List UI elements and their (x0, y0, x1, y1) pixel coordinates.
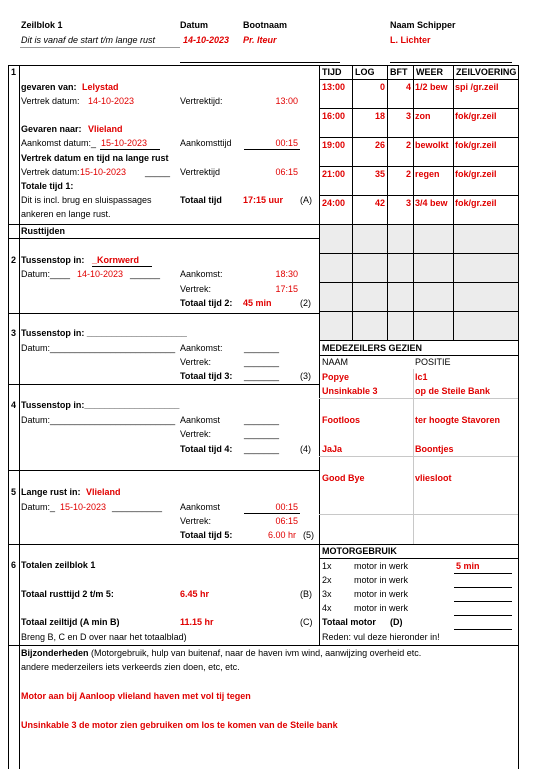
motor-row-1-count: 1x (322, 561, 332, 571)
section-number-5: 5 (11, 487, 17, 497)
stop3-arrival-value[interactable]: _______ (244, 343, 280, 353)
stop2-arrival-value[interactable]: 18:30 (275, 269, 298, 279)
crew-grid-line-3 (319, 514, 518, 515)
long-rest-date-suffix: _____ (145, 167, 171, 177)
crew-col-name: NAAM (322, 357, 349, 367)
crew-row-3-name[interactable]: Footloos (322, 415, 360, 425)
crew-row-4-name[interactable]: JaJa (322, 444, 343, 454)
departure-time-label: Vertrektijd: (180, 96, 223, 106)
motor-row-4-underline (454, 615, 512, 616)
motor-total-label: Totaal motor (322, 617, 376, 627)
arrival-time-label: Aankomsttijd (180, 138, 232, 148)
stop5-arrival-underline (244, 513, 300, 514)
log-col-divider-3 (413, 65, 414, 340)
header-underline-subtitle (20, 47, 180, 48)
remarks-line-1 (21, 648, 421, 659)
total-rest-marker: (B) (300, 589, 312, 599)
stop4-departure-label: Vertrek: (180, 429, 212, 439)
stop4-arrival-value[interactable]: _______ (244, 415, 280, 425)
crew-row-2-name[interactable]: Unsinkable 3 (322, 386, 378, 396)
section-number-6: 6 (11, 560, 17, 570)
stop5-total-value[interactable]: 6.00 hr (268, 530, 297, 540)
section6-note: Breng B, C en D over naar het totaalblad) (21, 632, 187, 642)
remarks-line-2: andere mederzeilers iets verkeerds zien doen, etc, etc. (21, 662, 240, 672)
log-col-divider-1 (352, 65, 353, 340)
skipper-value[interactable]: L. Lichter (390, 35, 431, 45)
frame-left (8, 65, 9, 769)
log-row-4-weer[interactable]: regen (415, 169, 440, 179)
motor-row-3-count: 3x (322, 589, 332, 599)
motor-row-2-label: motor in werk (354, 575, 409, 585)
stop4-total-label: Totaal tijd 4: (180, 444, 233, 454)
long-rest-heading: Vertrek datum en tijd na lange rust (21, 153, 169, 163)
log-row-1-weer[interactable]: 1/2 bew (415, 82, 448, 92)
motor-row-1-underline (454, 573, 512, 574)
stop5-date-value[interactable]: 15-10-2023 (60, 502, 107, 512)
section-number-3: 3 (11, 328, 17, 338)
stop2-location-underline (92, 266, 152, 267)
stop4-arrival-label: Aankomst (180, 415, 221, 425)
log-row-3-zeil[interactable]: fok/gr.zeil (455, 140, 497, 150)
log-row-5-tijd[interactable]: 24:00 (322, 198, 346, 208)
crew-row-5-name[interactable]: Good Bye (322, 473, 365, 483)
total-note-line2: ankeren en lange rust. (21, 209, 111, 219)
total-sail-value[interactable]: 11.15 hr (180, 617, 214, 627)
log-row-4-log[interactable]: 35 (374, 169, 385, 179)
stop3-total-label: Totaal tijd 3: (180, 371, 233, 381)
total-rest-label: Totaal rusttijd 2 t/m 5: (21, 589, 114, 599)
section-number-1: 1 (11, 67, 17, 77)
crew-row-1-name[interactable]: Popye (322, 372, 350, 382)
log-row-line-4 (319, 195, 518, 196)
log-row-1-zeil[interactable]: spi /gr.zeil (455, 82, 499, 92)
log-row-line-6 (319, 253, 518, 254)
to-value[interactable]: Vlieland (88, 124, 123, 134)
log-row-2-bft[interactable]: 3 (405, 111, 411, 121)
motor-heading: MOTORGEBRUIK (322, 546, 397, 556)
stop5-date-label: Datum:_ (21, 502, 56, 512)
crew-grid-line-1 (319, 398, 518, 399)
log-col-divider-2 (387, 65, 388, 340)
motor-total-marker: (D) (390, 617, 403, 627)
separator-s3 (8, 384, 319, 385)
log-row-4-zeil[interactable]: fok/gr.zeil (455, 169, 497, 179)
motor-row-4-count: 4x (322, 603, 332, 613)
crew-heading: MEDEZEILERS GEZIEN (322, 343, 423, 353)
arrival-date-underline (100, 149, 160, 150)
to-label: Gevaren naar: (21, 124, 82, 134)
log-row-5-bft[interactable]: 3 (405, 198, 411, 208)
stop2-arrival-label: Aankomst: (180, 269, 223, 279)
log-header-zeilvoering: ZEILVOERING (456, 67, 517, 77)
remarks-entry-1[interactable]: Motor aan bij Aanloop vlieland haven met vol tij tegen (21, 691, 251, 701)
boat-label: Bootnaam (243, 20, 288, 30)
separator-s4 (8, 470, 319, 471)
log-row-line-2 (319, 137, 518, 138)
total-sail-label: Totaal zeiltijd (A min B) (21, 617, 120, 627)
stop2-departure-label: Vertrek: (180, 284, 212, 294)
frame-top (8, 65, 518, 66)
number-column-divider (19, 65, 20, 769)
log-row-3-log[interactable]: 26 (374, 140, 385, 150)
remarks-label: Bijzonderheden (21, 648, 89, 658)
log-row-4-bft[interactable]: 2 (405, 169, 411, 179)
motor-row-1-label: motor in werk (354, 561, 409, 571)
crew-col-position: POSITIE (415, 357, 451, 367)
log-row-3-tijd[interactable]: 19:00 (322, 140, 346, 150)
date-label: Datum (180, 20, 209, 30)
log-header-bft: BFT (390, 67, 408, 77)
log-header-underline (319, 79, 518, 80)
log-row-1-tijd[interactable]: 13:00 (322, 82, 346, 92)
stop2-departure-value[interactable]: 17:15 (275, 284, 298, 294)
total-rest-value[interactable]: 6.45 hr (180, 589, 210, 599)
long-rest-date-label: Vertrek datum: (21, 167, 80, 177)
stop4-departure-value[interactable]: _______ (244, 429, 280, 439)
stop3-arrival-label: Aankomst: (180, 343, 223, 353)
remarks-entry-2[interactable]: Unsinkable 3 de motor zien gebruiken om los te komen van de Steile bank (21, 720, 338, 730)
stop2-date-label: Datum:____ (21, 269, 71, 279)
stop3-date-label: Datum:_________________________ (21, 343, 176, 353)
stop4-date-label: Datum:_________________________ (21, 415, 176, 425)
log-row-3-weer[interactable]: bewolkt (415, 140, 449, 150)
log-row-3-bft[interactable]: 2 (405, 140, 411, 150)
departure-date-label: Vertrek datum: (21, 96, 80, 106)
separator-s6 (8, 645, 518, 646)
section-number-4: 4 (11, 400, 17, 410)
remarks-description: (Motorgebruik, hulp van buitenaf, naar de haven ivm wind, aanwijzing overheid etc. (88, 648, 422, 658)
total-time-heading: Totale tijd 1: (21, 181, 74, 191)
skipper-label: Naam Schipper (390, 20, 456, 30)
total-marker-a: (A) (300, 195, 312, 205)
stop3-departure-label: Vertrek: (180, 357, 212, 367)
motor-row-4-label: motor in werk (354, 603, 409, 613)
crew-row-4-position[interactable]: Boontjes (415, 444, 454, 454)
block-subtitle: Dit is vanaf de start t/m lange rust (21, 35, 156, 45)
separator-s1 (8, 224, 319, 225)
log-row-line-7 (319, 282, 518, 283)
log-row-2-tijd[interactable]: 16:00 (322, 111, 346, 121)
section6-heading: Totalen zeilblok 1 (21, 560, 96, 570)
stop2-location[interactable]: _Kornwerd (92, 255, 140, 265)
stop3-total-value[interactable]: _______ (244, 371, 280, 381)
header-underline-skipper (390, 62, 512, 63)
log-row-5-log[interactable]: 42 (374, 198, 385, 208)
boat-value[interactable]: Pr. Iteur (243, 35, 277, 45)
log-row-2-log[interactable]: 18 (374, 111, 385, 121)
crew-row-2-position[interactable]: op de Steile Bank (415, 386, 491, 396)
stop5-label: Lange rust in: (21, 487, 81, 497)
long-rest-time-value[interactable]: 06:15 (275, 167, 298, 177)
log-row-2-weer[interactable]: zon (415, 111, 431, 121)
stop5-arrival-value[interactable]: 00:15 (275, 502, 298, 512)
header-underline-date (180, 62, 340, 63)
separator-s2 (8, 313, 319, 314)
crew-row-1-position[interactable]: lc1 (415, 372, 428, 382)
crew-grid-line-2 (319, 456, 518, 457)
log-row-line-3 (319, 166, 518, 167)
motor-heading-underline (319, 558, 518, 559)
motor-total-underline (454, 629, 512, 630)
total-time-value[interactable]: 17:15 uur (243, 195, 284, 205)
stop5-departure-value[interactable]: 06:15 (275, 516, 298, 526)
stop4-total-value[interactable]: _______ (244, 444, 280, 454)
stop2-date-value[interactable]: 14-10-2023 (77, 269, 124, 279)
log-header-log: LOG (355, 67, 375, 77)
motor-row-3-underline (454, 601, 512, 602)
log-row-line-1 (319, 108, 518, 109)
crew-heading-underline (319, 355, 518, 356)
date-value[interactable]: 14-10-2023 (183, 35, 230, 45)
arrival-date-value[interactable]: 15-10-2023 (101, 138, 148, 148)
log-row-1-bft[interactable]: 4 (405, 82, 411, 92)
log-row-5-zeil[interactable]: fok/gr.zeil (455, 198, 497, 208)
log-col-divider-4 (453, 65, 454, 340)
departure-time-value[interactable]: 13:00 (275, 96, 298, 106)
arrival-time-underline (244, 149, 300, 150)
departure-date-value[interactable]: 14-10-2023 (88, 96, 135, 106)
frame-right (518, 65, 519, 769)
log-table-bottom (319, 340, 518, 341)
crew-grid-col-line (413, 369, 414, 544)
arrival-time-value[interactable]: 00:15 (275, 138, 298, 148)
log-row-line-5 (319, 224, 518, 225)
stop5-location[interactable]: Vlieland (86, 487, 121, 497)
separator-s5 (8, 544, 518, 545)
long-rest-time-label: Vertrektijd (180, 167, 221, 177)
stop2-total-value[interactable]: 45 min (243, 298, 272, 308)
stop5-arrival-label: Aankomst (180, 502, 221, 512)
stop5-date-suffix: __________ (112, 502, 163, 512)
log-row-2-zeil[interactable]: fok/gr.zeil (455, 111, 497, 121)
stop5-departure-label: Vertrek: (180, 516, 212, 526)
stop5-total-label: Totaal tijd 5: (180, 530, 233, 540)
stop4-label: Tussenstop in:___________________ (21, 400, 180, 410)
arrival-date-label: Aankomst datum:_ (21, 138, 97, 148)
stop3-marker: (3) (300, 371, 311, 381)
motor-row-2-underline (454, 587, 512, 588)
motor-row-2-count: 2x (322, 575, 332, 585)
motor-row-3-label: motor in werk (354, 589, 409, 599)
log-row-line-8 (319, 311, 518, 312)
motor-row-1-value[interactable]: 5 min (456, 561, 480, 571)
stop4-marker: (4) (300, 444, 311, 454)
log-row-5-weer[interactable]: 3/4 bew (415, 198, 448, 208)
stop2-label: Tussenstop in: (21, 255, 85, 265)
stop5-marker: (5) (303, 530, 314, 540)
rest-times-heading: Rusttijden (21, 226, 65, 236)
stop3-departure-value[interactable]: _______ (244, 357, 280, 367)
long-rest-date-value[interactable]: 15-10-2023 (80, 167, 127, 177)
from-label: gevaren van: (21, 82, 77, 92)
total-time-label: Totaal tijd (180, 195, 222, 205)
log-header-weer: WEER (416, 67, 443, 77)
from-value[interactable]: Lelystad (82, 82, 119, 92)
motor-reason: Reden: vul deze hieronder in! (322, 632, 440, 642)
total-sail-marker: (C) (300, 617, 313, 627)
stop2-date-suffix: ______ (130, 269, 161, 279)
section-number-2: 2 (11, 255, 17, 265)
stop2-total-label: Totaal tijd 2: (180, 298, 233, 308)
crew-row-3-position[interactable]: ter hoogte Stavoren (415, 415, 501, 425)
log-row-1-log[interactable]: 0 (379, 82, 385, 92)
separator-rest (8, 238, 319, 239)
stop2-marker: (2) (300, 298, 311, 308)
total-note-line1: Dit is incl. brug en sluispassages (21, 195, 152, 205)
crew-row-5-position[interactable]: vliesloot (415, 473, 452, 483)
stop3-label: Tussenstop in: ____________________ (21, 328, 187, 338)
log-header-tijd: TIJD (322, 67, 342, 77)
block-title: Zeilblok 1 (21, 20, 63, 30)
log-row-4-tijd[interactable]: 21:00 (322, 169, 346, 179)
